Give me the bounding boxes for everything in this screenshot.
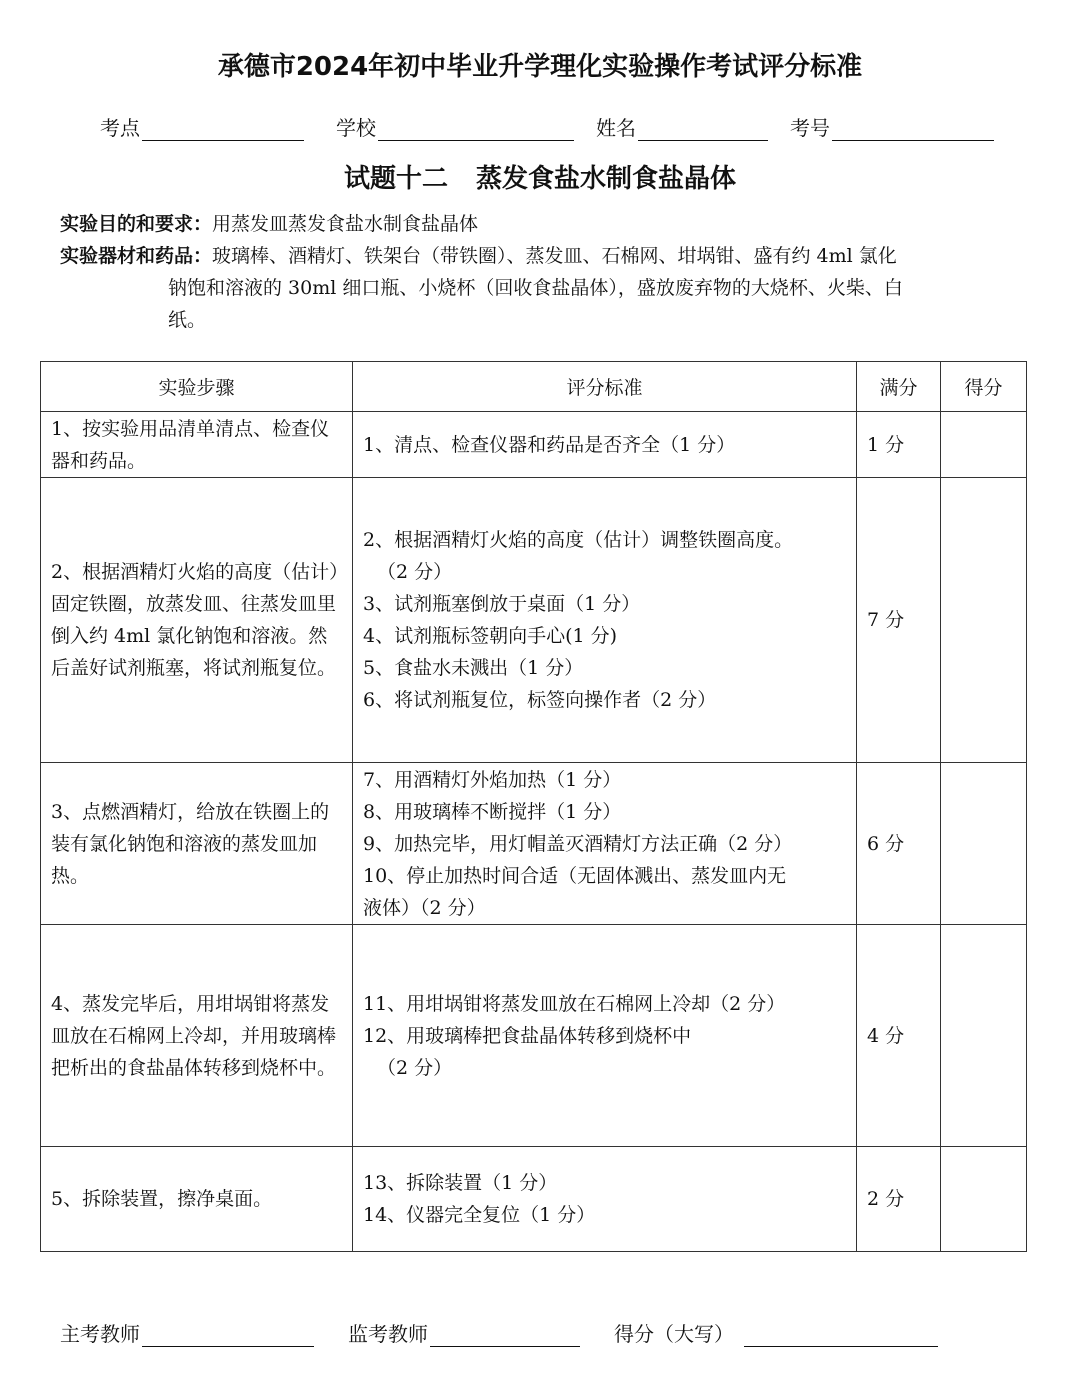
materials-line-3: 纸。 [168, 309, 207, 331]
table-row [41, 412, 1027, 478]
invigilator-field [348, 1318, 580, 1347]
score-cell[interactable] [941, 478, 1027, 763]
grading-table [40, 361, 1027, 1252]
full-score-cell: 7 分 [857, 478, 941, 763]
exam-number-field [790, 112, 994, 141]
criteria-item: 7、用酒精灯外焰加热（1 分） [363, 768, 622, 791]
purpose-label: 实验目的和要求： [60, 213, 213, 235]
criteria-item: 11、用坩埚钳将蒸发皿放在石棉网上冷却（2 分） [363, 992, 786, 1015]
table-row [41, 763, 1027, 925]
table-row [41, 1147, 1027, 1252]
school-field [336, 112, 574, 141]
step-cell: 4、蒸发完毕后，用坩埚钳将蒸发皿放在石棉网上冷却，并用玻璃棒把析出的食盐晶体转移到烧杯中。 [41, 925, 353, 1147]
full-score-cell: 6 分 [857, 763, 941, 925]
criteria-item: 12、用玻璃棒把食盐晶体转移到烧杯中 [363, 1024, 692, 1047]
table-row [41, 478, 1027, 763]
step-cell: 1、按实验用品清单清点、检查仪器和药品。 [41, 412, 353, 478]
exam-site-field [100, 112, 304, 141]
purpose-text: 用蒸发皿蒸发食盐水制食盐晶体 [212, 213, 479, 235]
total-score-field [614, 1318, 938, 1347]
criteria-item: 13、拆除装置（1 分） [363, 1172, 558, 1194]
criteria-item: 4、试剂瓶标签朝向手心(1 分) [363, 625, 618, 647]
page-title: 承德市2024年初中毕业升学理化实验操作考试评分标准 [217, 52, 863, 82]
criteria-item: 3、试剂瓶塞倒放于桌面（1 分） [363, 593, 641, 615]
criteria-item: 6、将试剂瓶复位，标签向操作者（2 分） [363, 689, 717, 711]
materials-paragraph [60, 240, 1010, 336]
header-full-score: 满分 [857, 362, 941, 412]
exam-site-label: 考点 [100, 116, 140, 140]
exam-number-blank[interactable] [832, 116, 994, 141]
full-score-cell: 4 分 [857, 925, 941, 1147]
step-cell: 2、根据酒精灯火焰的高度（估计）固定铁圈，放蒸发皿、往蒸发皿里倒入约 4ml 氯化钠饱和溶液。然后盖好试剂瓶塞，将试剂瓶复位。 [41, 478, 353, 763]
score-cell[interactable] [941, 925, 1027, 1147]
invigilator-blank[interactable] [430, 1322, 580, 1347]
full-score-cell: 2 分 [857, 1147, 941, 1252]
criteria-cell [353, 1147, 857, 1252]
exam-number-label: 考号 [790, 116, 830, 140]
total-score-label: 得分（大写） [614, 1322, 734, 1346]
criteria-item: 14、仪器完全复位（1 分） [363, 1204, 596, 1226]
criteria-item: （2 分） [377, 1056, 453, 1079]
chief-examiner-blank[interactable] [142, 1322, 314, 1347]
criteria-item: 9、加热完毕，用灯帽盖灭酒精灯方法正确（2 分） [363, 832, 793, 855]
school-label: 学校 [336, 116, 376, 140]
criteria-cell [353, 763, 857, 925]
criteria-item: 5、食盐水未溅出（1 分） [363, 657, 584, 679]
criteria-item: 2、根据酒精灯火焰的高度（估计）调整铁圈高度。 [363, 529, 794, 551]
experiment-number: 试题十二 [343, 164, 448, 194]
score-cell[interactable] [941, 763, 1027, 925]
table-header-row [41, 362, 1027, 412]
invigilator-label: 监考教师 [348, 1322, 428, 1346]
experiment-title [0, 158, 1080, 195]
school-blank[interactable] [378, 116, 574, 141]
table-row [41, 925, 1027, 1147]
name-field [596, 112, 768, 141]
header-score: 得分 [941, 362, 1027, 412]
signature-row [60, 1318, 1020, 1347]
purpose-paragraph [60, 208, 1010, 240]
materials-label: 实验器材和药品： [60, 245, 213, 267]
name-label: 姓名 [596, 116, 636, 140]
step-cell: 5、拆除装置，擦净桌面。 [41, 1147, 353, 1252]
header-criteria: 评分标准 [353, 362, 857, 412]
score-cell[interactable] [941, 1147, 1027, 1252]
full-score-cell: 1 分 [857, 412, 941, 478]
chief-examiner-field [60, 1318, 314, 1347]
criteria-cell [353, 478, 857, 763]
step-cell: 3、点燃酒精灯，给放在铁圈上的装有氯化钠饱和溶液的蒸发皿加热。 [41, 763, 353, 925]
criteria-item: 8、用玻璃棒不断搅拌（1 分） [363, 800, 622, 823]
total-score-blank[interactable] [744, 1322, 938, 1347]
criteria-item: 1、清点、检查仪器和药品是否齐全（1 分） [363, 433, 736, 456]
header-step: 实验步骤 [41, 362, 353, 412]
materials-line-2: 钠饱和溶液的 30ml 细口瓶、小烧杯（回收食盐晶体），盛放废弃物的大烧杯、火柴、白 [168, 277, 903, 299]
criteria-item: 液体）（2 分） [363, 896, 486, 919]
exam-site-blank[interactable] [142, 116, 304, 141]
criteria-item: 10、停止加热时间合适（无固体溅出、蒸发皿内无 [363, 864, 787, 887]
name-blank[interactable] [638, 116, 768, 141]
materials-line-1: 玻璃棒、酒精灯、铁架台（带铁圈）、蒸发皿、石棉网、坩埚钳、盛有约 4ml 氯化 [212, 245, 897, 267]
chief-examiner-label: 主考教师 [60, 1322, 140, 1346]
criteria-cell [353, 925, 857, 1147]
score-cell[interactable] [941, 412, 1027, 478]
criteria-cell [353, 412, 857, 478]
experiment-name: 蒸发食盐水制食盐晶体 [476, 164, 737, 194]
criteria-item: （2 分） [377, 561, 453, 583]
candidate-info-row [100, 112, 1010, 141]
